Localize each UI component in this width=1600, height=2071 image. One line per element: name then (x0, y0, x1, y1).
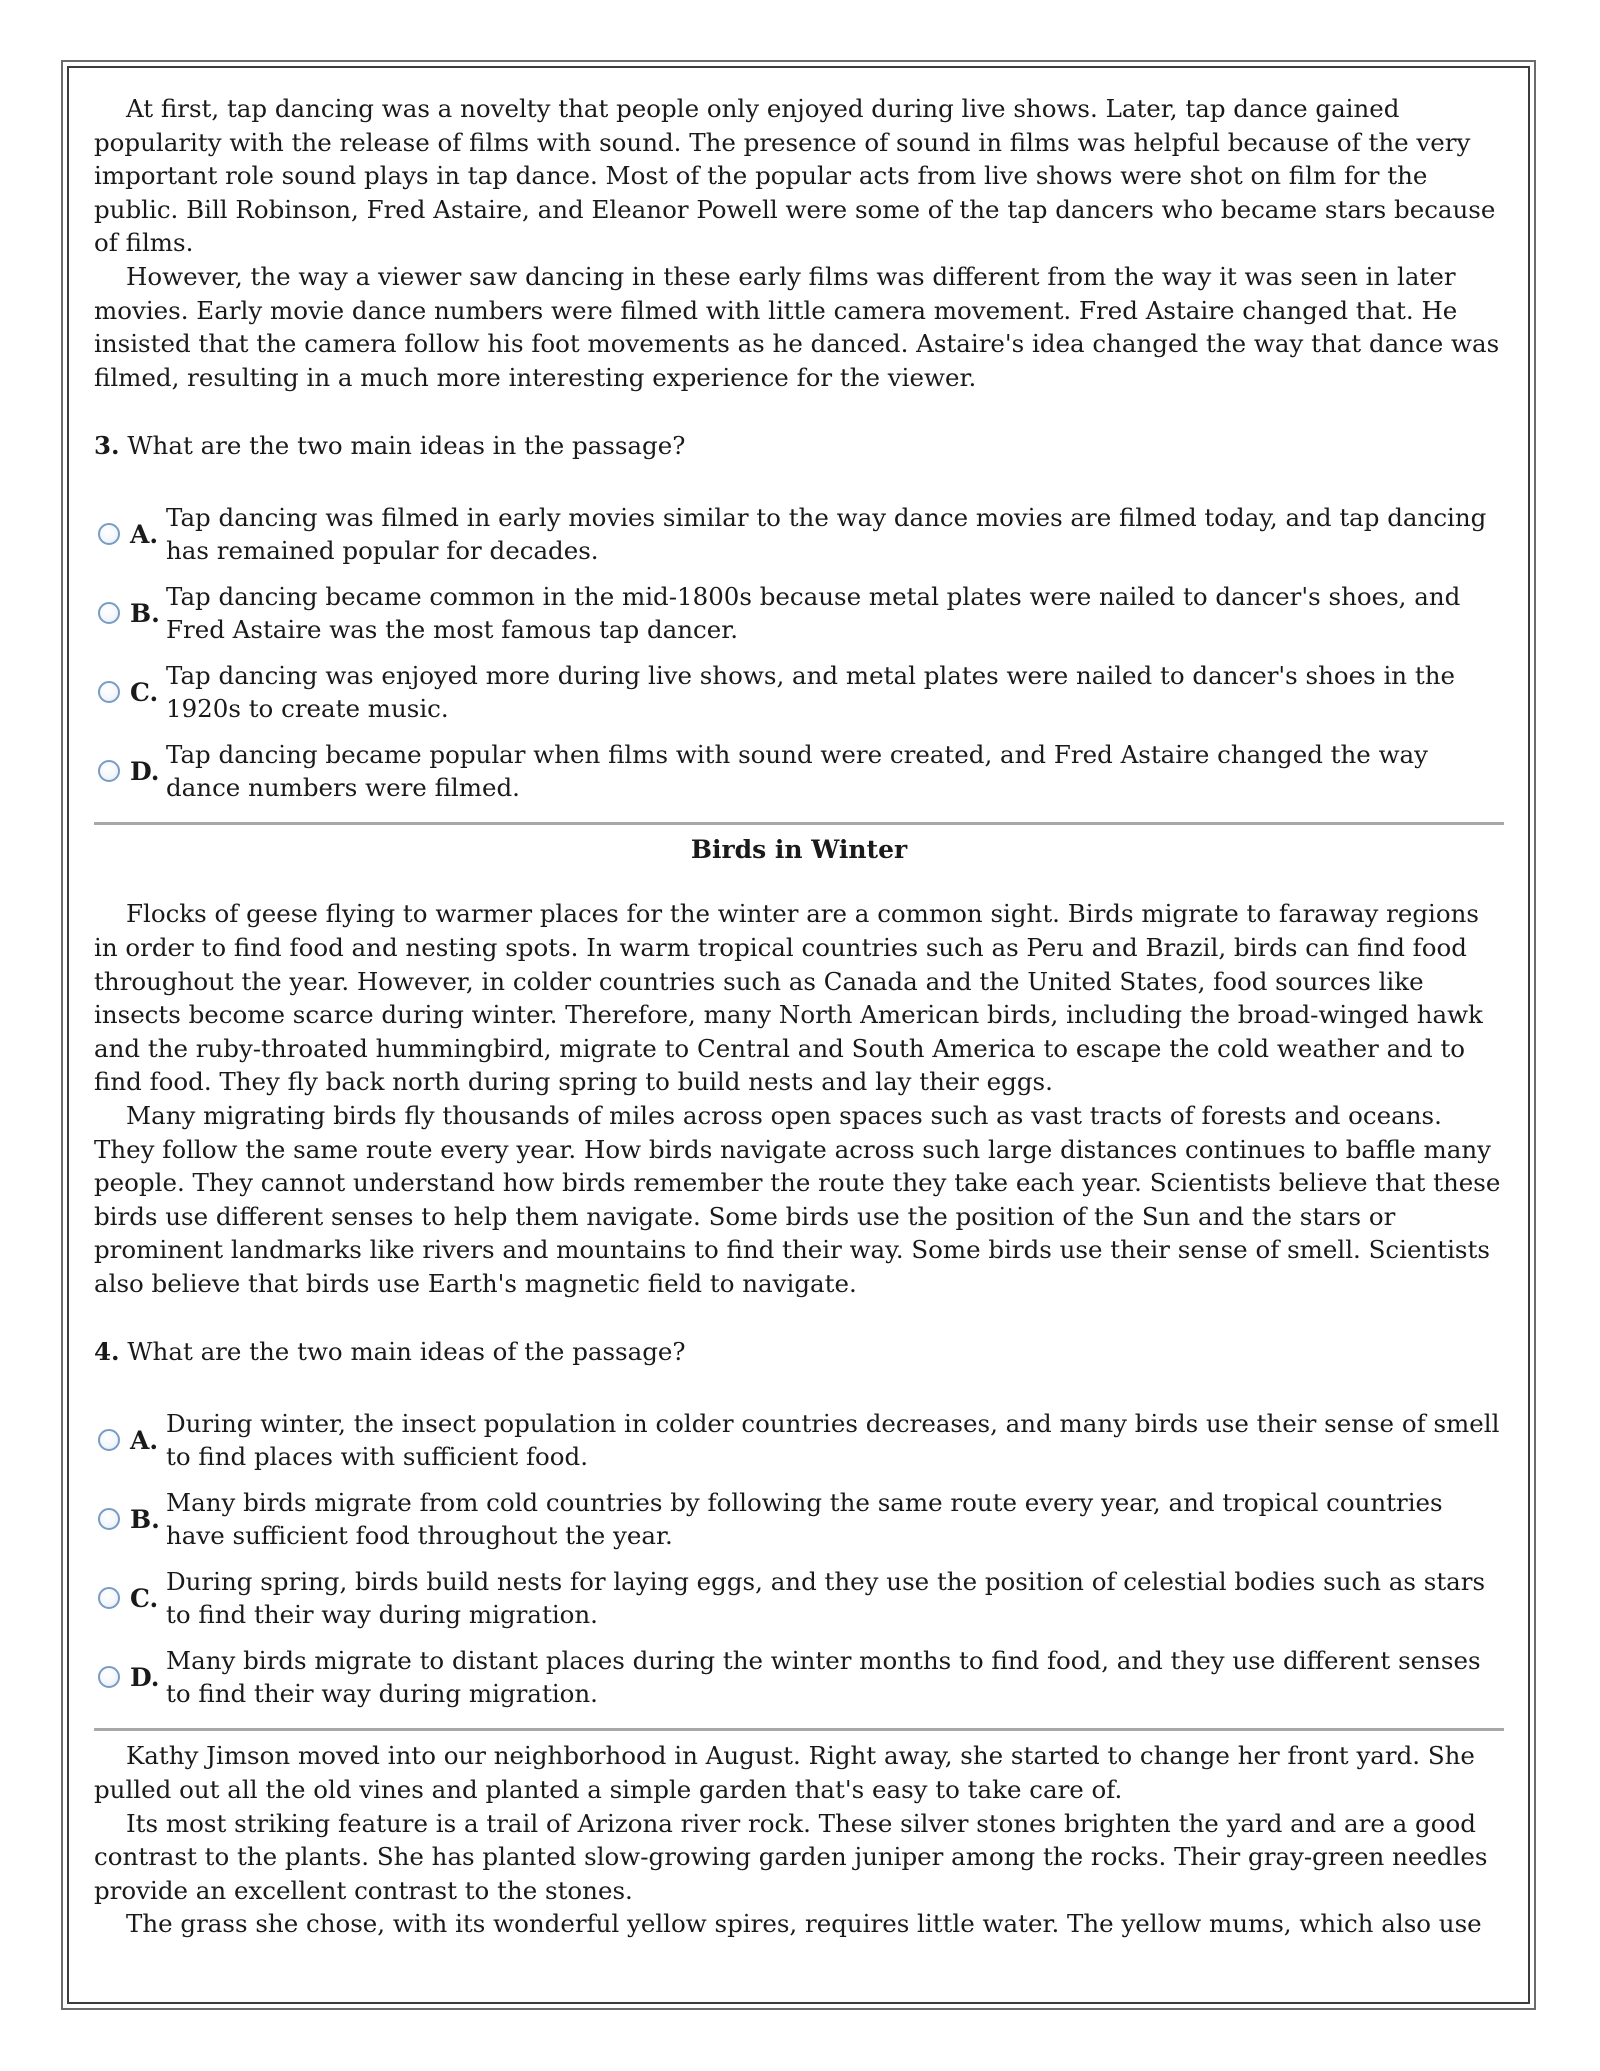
radio-button-icon[interactable] (98, 760, 120, 782)
question-4 (94, 1335, 1504, 1369)
answer-option-a[interactable] (94, 501, 1504, 567)
passage-title: Birds in Winter (690, 835, 908, 865)
option-letter: A. (130, 519, 159, 549)
option-text: Tap dancing became popular when films with sound were created, and Fred Astaire changed the way dance numbers were filmed. (166, 740, 1428, 803)
question-number: 3. (94, 431, 120, 461)
passage-tap-dancing (94, 92, 1504, 394)
answer-option-d[interactable] (94, 738, 1504, 804)
option-text: During spring, birds build nests for laying eggs, and they use the position of celestial bodies such as stars to find their way during migration. (166, 1567, 1486, 1630)
option-text: Many birds migrate to distant places during the winter months to find food, and they use different senses to find their way during migration. (166, 1646, 1481, 1709)
question-text: What are the two main ideas in the passage? (127, 431, 686, 461)
option-letter: A. (130, 1425, 159, 1455)
radio-button-icon[interactable] (98, 1666, 120, 1688)
radio-button-icon[interactable] (98, 523, 120, 545)
passage-garden (94, 1739, 1504, 1941)
answer-option-b[interactable] (94, 1486, 1504, 1552)
question-text: What are the two main ideas of the passage? (127, 1337, 686, 1367)
radio-button-icon[interactable] (98, 681, 120, 703)
option-letter: C. (130, 677, 159, 707)
passage-paragraph: At first, tap dancing was a novelty that people only enjoyed during live shows. Later, tap dance gained popularity with the release of films with sound. The presence of sound in films was helpful because of the very important role sound plays in tap dance. Most of the popular acts from live shows were shot on film for the public. Bill Robinson, Fred Astaire, and Eleanor Powell were some of the tap dancers who became stars because of films. (94, 94, 1496, 258)
passage-paragraph: Its most striking feature is a trail of Arizona river rock. These silver stones brighten the yard and are a good contrast to the plants. She has planted slow-growing garden juniper among the rocks. Their gray-green needles provide an excellent contrast to the stones. (94, 1808, 1488, 1905)
passage-paragraph: However, the way a viewer saw dancing in these early films was different from the way it was seen in later movies. Early movie dance numbers were filmed with little camera movement. Fred Astaire changed that. He insisted that the camera follow his foot movements as he danced. Astaire's idea changed the way that dance was filmed, resulting in a much more interesting experience for the viewer. (94, 261, 1500, 392)
section-divider (94, 822, 1504, 825)
question-3-options (94, 501, 1504, 804)
option-text: Many birds migrate from cold countries by following the same route every year, and tropical countries have sufficient food throughout the year. (166, 1488, 1443, 1551)
option-text: Tap dancing was filmed in early movies similar to the way dance movies are filmed today, and tap dancing has remained popular for decades. (166, 503, 1487, 566)
question-number: 4. (94, 1337, 120, 1367)
option-text: During winter, the insect population in colder countries decreases, and many birds use their sense of smell to find places with sufficient food. (166, 1409, 1500, 1472)
option-letter: D. (130, 756, 160, 786)
answer-option-d[interactable] (94, 1644, 1504, 1710)
radio-button-icon[interactable] (98, 1508, 120, 1530)
option-text: Tap dancing was enjoyed more during live shows, and metal plates were nailed to dancer's shoes in the 1920s to create music. (166, 661, 1455, 724)
option-letter: C. (130, 1583, 159, 1613)
section-divider (94, 1728, 1504, 1731)
option-text: Tap dancing became common in the mid-1800s because metal plates were nailed to dancer's shoes, and Fred Astaire was the most famous tap dancer. (166, 582, 1461, 645)
radio-button-icon[interactable] (98, 1587, 120, 1609)
radio-button-icon[interactable] (98, 1429, 120, 1451)
passage-paragraph: Many migrating birds fly thousands of miles across open spaces such as vast tracts of forests and oceans. They follow the same route every year. How birds navigate across such large distances continues to baffle many people. They cannot understand how birds remember the route they take each year. Scientists believe that these birds use different senses to help them navigate. Some birds use the position of the Sun and the stars or prominent landmarks like rivers and mountains to find their way. Some birds use their sense of smell. Scientists also believe that birds use Earth's magnetic field to navigate. (94, 1100, 1501, 1298)
answer-option-b[interactable] (94, 580, 1504, 646)
option-letter: D. (130, 1662, 160, 1692)
passage-paragraph: The grass she chose, with its wonderful yellow spires, requires little water. The yellow mums, which also use (126, 1909, 1482, 1939)
radio-button-icon[interactable] (98, 602, 120, 624)
worksheet-content (94, 92, 1504, 1941)
question-4-options (94, 1407, 1504, 1710)
answer-option-c[interactable] (94, 659, 1504, 725)
option-letter: B. (130, 1504, 160, 1534)
passage-paragraph: Flocks of geese flying to warmer places for the winter are a common sight. Birds migrate to faraway regions in order to find food and nesting spots. In warm tropical countries such as Peru and Brazil, birds can find food throughout the year. However, in colder countries such as Canada and the United States, food sources like insects become scarce during winter. Therefore, many North American birds, including the broad-winged hawk and the ruby-throated hummingbird, migrate to Central and South America to escape the cold weather and to find food. They fly back north during spring to build nests and lay their eggs. (94, 899, 1483, 1097)
question-3 (94, 429, 1504, 463)
passage-birds-in-winter (94, 897, 1504, 1300)
passage-paragraph: Kathy Jimson moved into our neighborhood in August. Right away, she started to change her front yard. She pulled out all the old vines and planted a simple garden that's easy to take care of. (94, 1741, 1475, 1805)
answer-option-a[interactable] (94, 1407, 1504, 1473)
option-letter: B. (130, 598, 160, 628)
answer-option-c[interactable] (94, 1565, 1504, 1631)
